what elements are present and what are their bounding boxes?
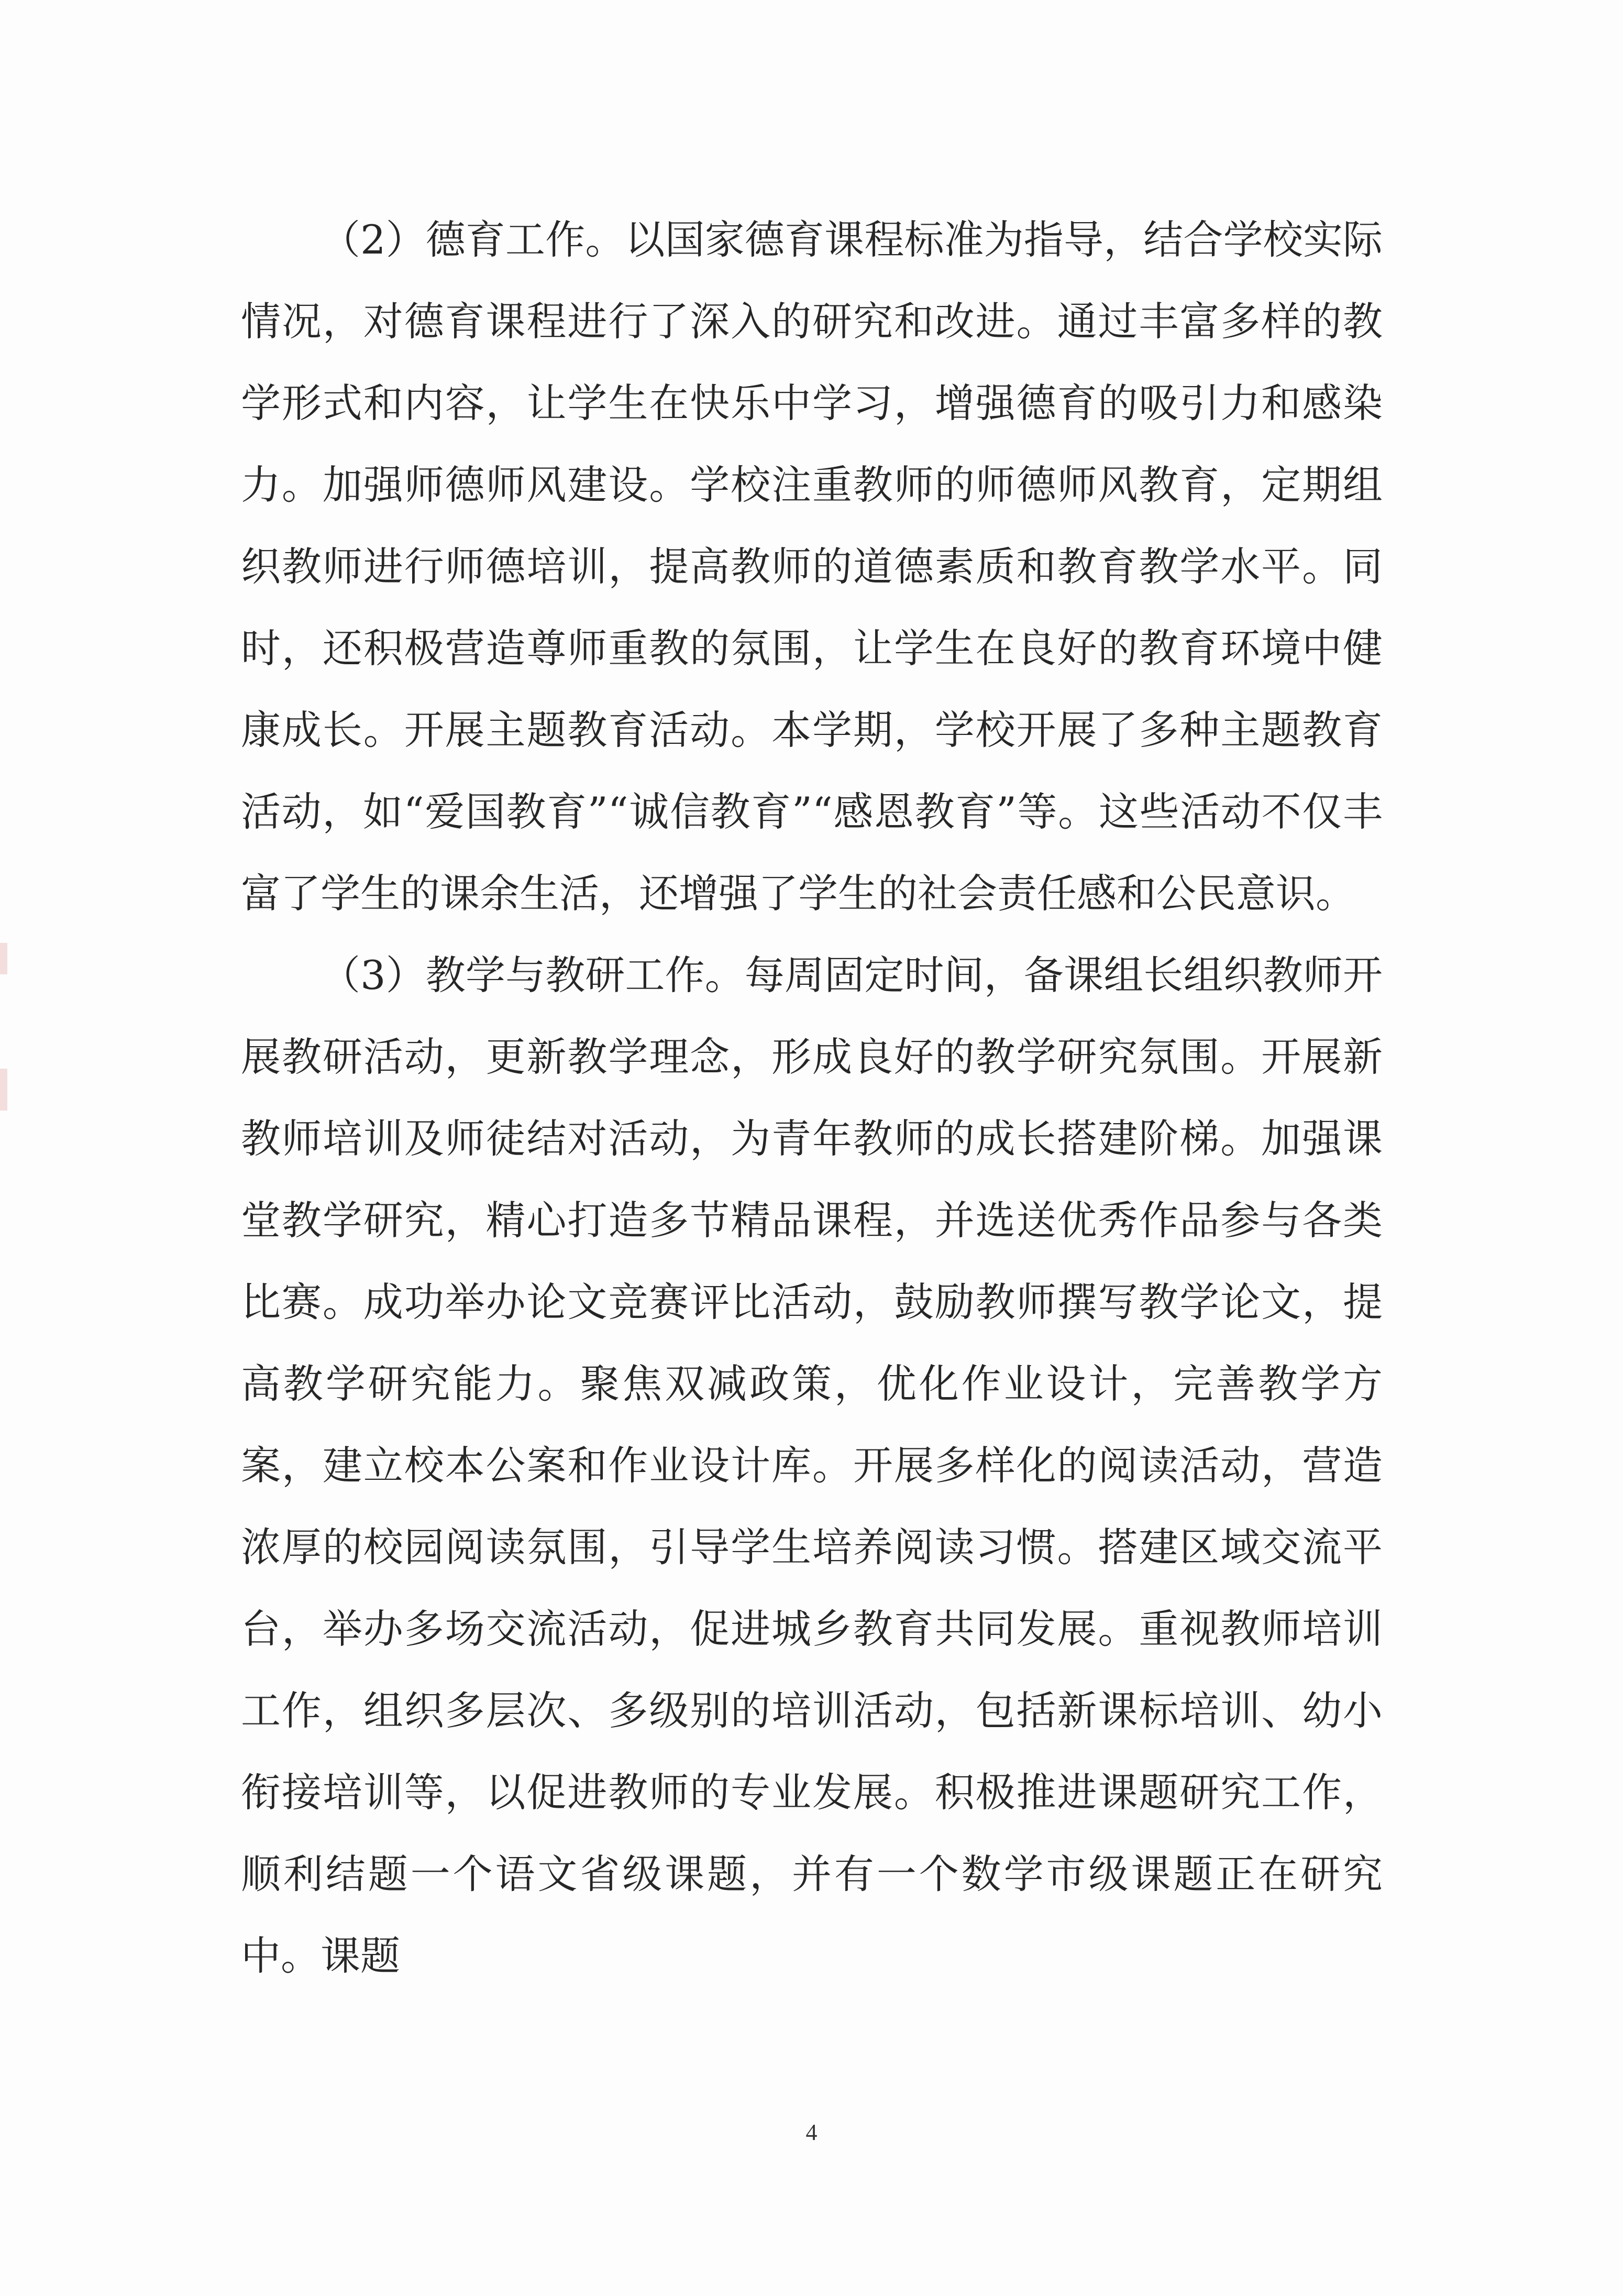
body-text — [241, 199, 1383, 1997]
paragraph-moral-education: （2）德育工作。以国家德育课程标准为指导，结合学校实际情况，对德育课程进行了深入的研究和改进。通过丰富多样的教学形式和内容，让学生在快乐中学习，增强德育的吸引力和感染力。加强师德师风建设。学校注重教师的师德师风教育，定期组织教师进行师德培训，提高教师的道德素质和教育教学水平。同时，还积极营造尊师重教的氛围，让学生在良好的教育环境中健康成长。开展主题教育活动。本学期，学校开展了多种主题教育活动，如“爱国教育”“诚信教育”“感恩教育”等。这些活动不仅丰富了学生的课余生活，还增强了学生的社会责任感和公民意识。 — [241, 216, 1383, 917]
scan-artifact — [0, 943, 7, 974]
page-number: 4 — [805, 2119, 818, 2145]
scan-artifact — [0, 1069, 7, 1111]
paragraph-teaching-research: （3）教学与教研工作。每周固定时间，备课组长组织教师开展教研活动，更新教学理念，形成良好的教学研究氛围。开展新教师培训及师徒结对活动，为青年教师的成长搭建阶梯。加强课堂教学研究，精心打造多节精品课程，并选送优秀作品参与各类比赛。成功举办论文竞赛评比活动，鼓励教师撰写教学论文，提高教学研究能力。聚焦双减政策，优化作业设计，完善教学方案，建立校本公案和作业设计库。开展多样化的阅读活动，营造浓厚的校园阅读氛围，引导学生培养阅读习惯。搭建区域交流平台，举办多场交流活动，促进城乡教育共同发展。重视教师培训工作，组织多层次、多级别的培训活动，包括新课标培训、幼小衔接培训等，以促进教师的专业发展。积极推进课题研究工作，顺利结题一个语文省级课题，并有一个数学市级课题正在研究中。课题 — [241, 952, 1383, 1979]
